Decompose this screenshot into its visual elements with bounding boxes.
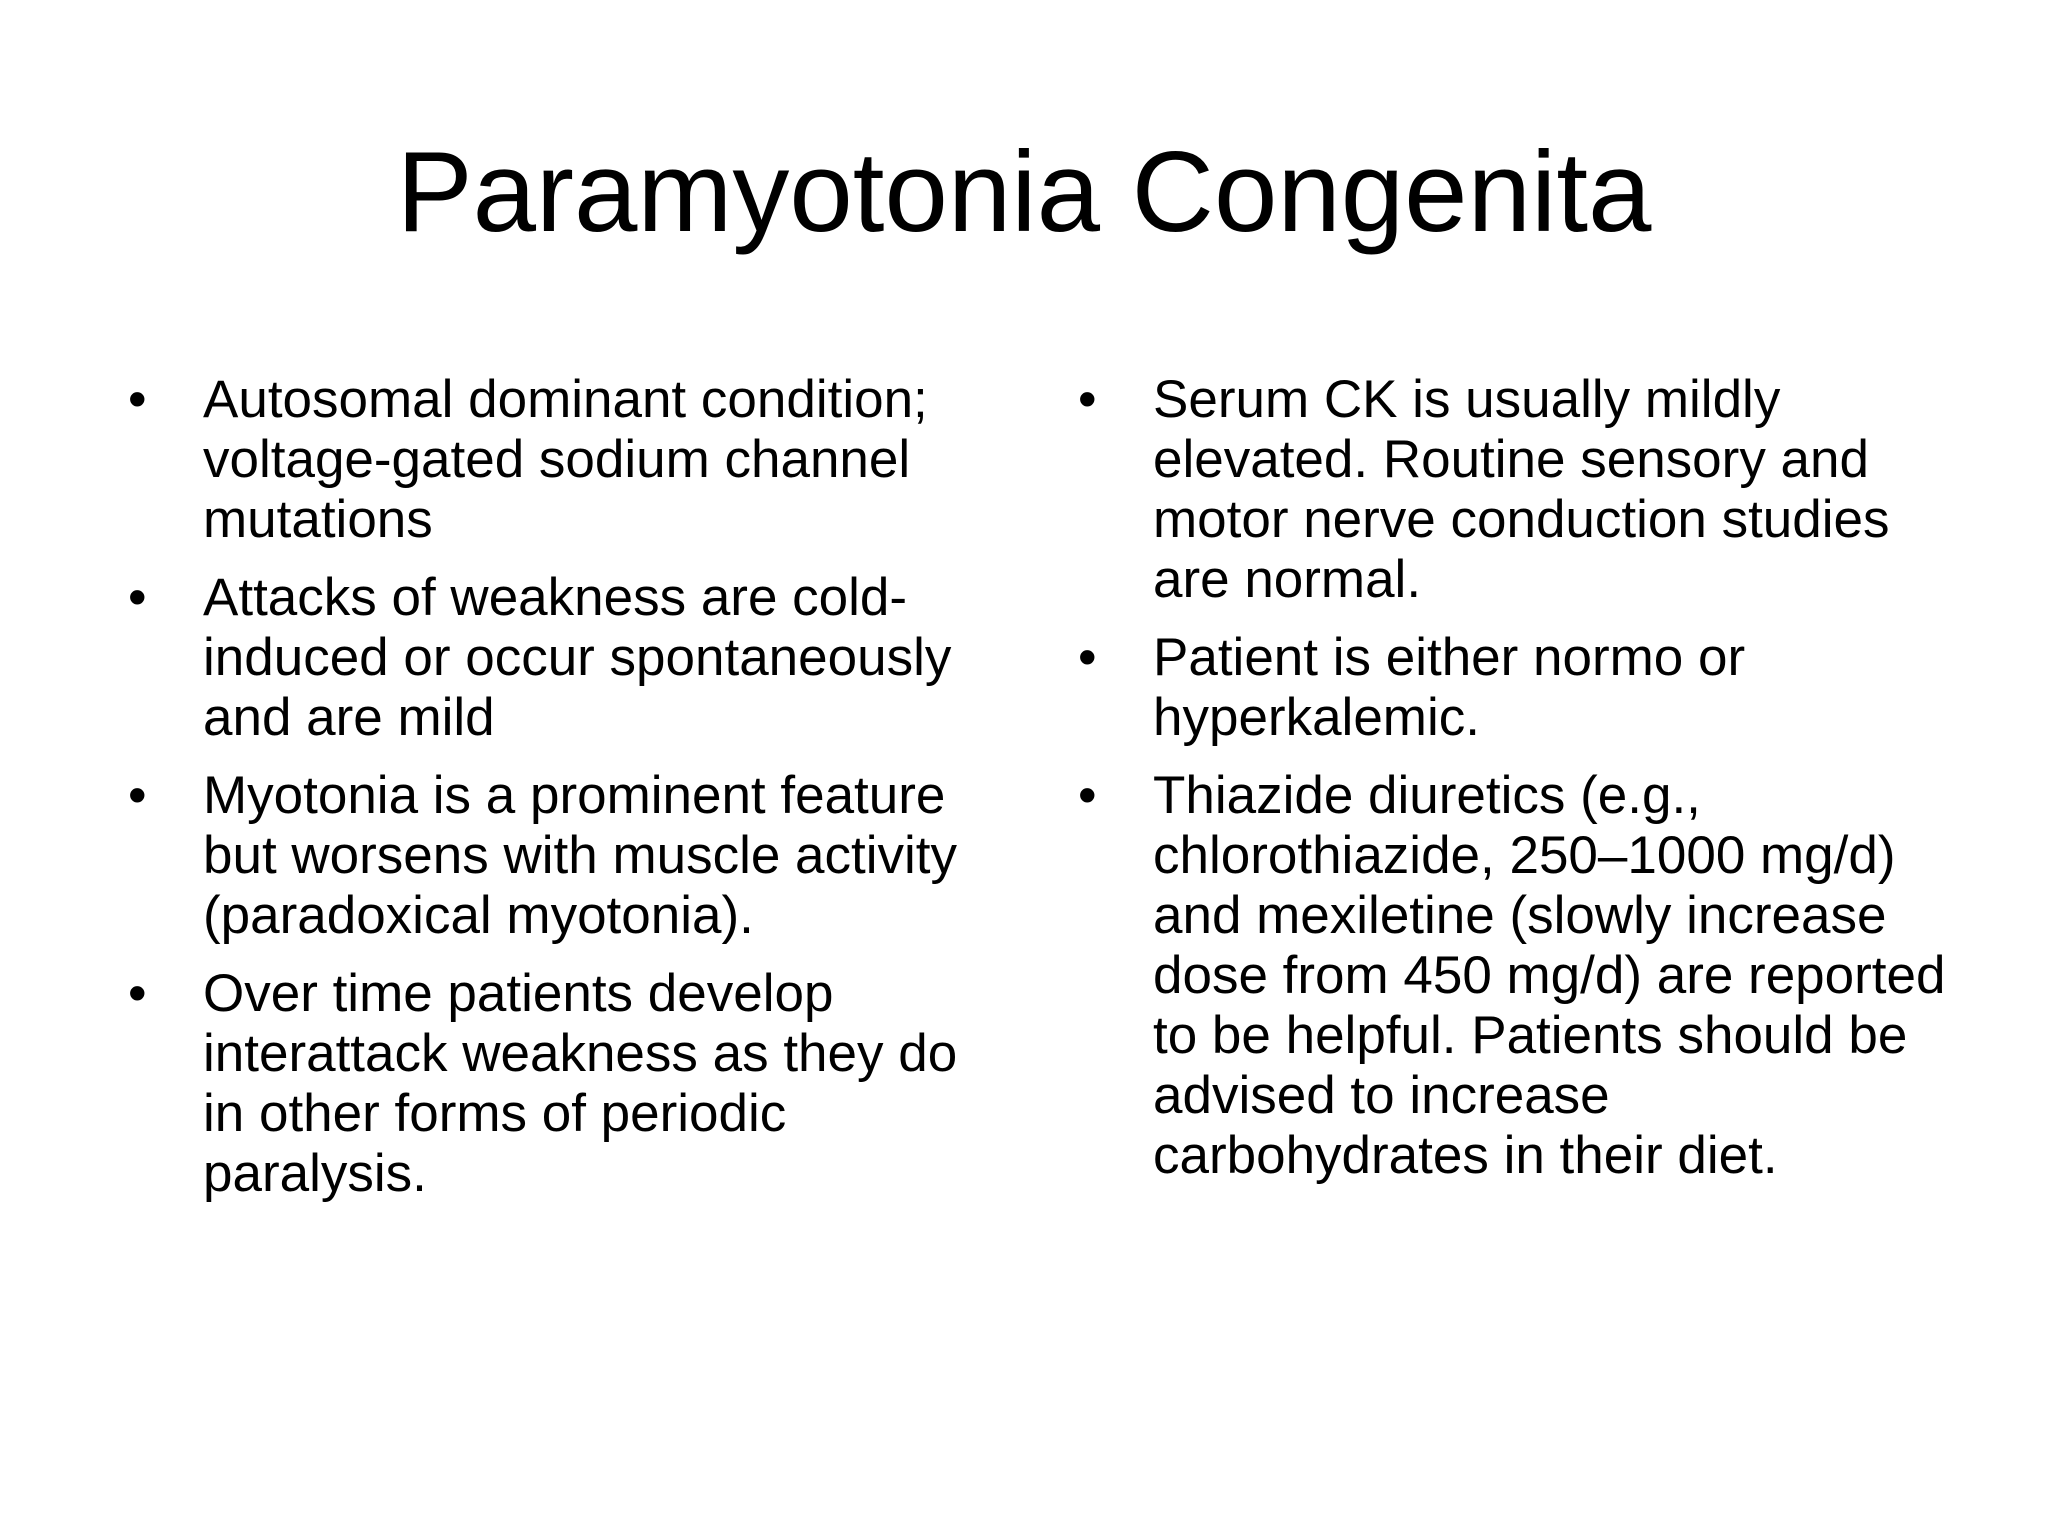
bullet-text: Over time patients develop interattack weakness as they do in other forms of periodic paralysis. xyxy=(203,964,958,1203)
bullet-text: Patient is either normo or hyperkalemic. xyxy=(1153,628,1746,747)
bullet-text: Autosomal dominant condition; voltage-gated sodium channel mutations xyxy=(203,370,928,549)
bullet-icon: • xyxy=(128,766,147,825)
bullet-icon: • xyxy=(1078,766,1097,825)
list-item xyxy=(120,568,970,748)
bullet-icon: • xyxy=(1078,370,1097,429)
bullet-text: Attacks of weakness are cold-induced or occur spontaneously and are mild xyxy=(203,568,952,747)
list-item xyxy=(1070,766,1950,1186)
bullet-text: Myotonia is a prominent feature but worsens with muscle activity (paradoxical myotonia). xyxy=(203,766,958,945)
list-item xyxy=(1070,628,1950,748)
bullet-icon: • xyxy=(1078,628,1097,687)
list-item xyxy=(120,766,970,946)
bullet-text: Serum CK is usually mildly elevated. Routine sensory and motor nerve conduction studies are normal. xyxy=(1153,370,1890,609)
list-item xyxy=(120,964,970,1204)
slide-title: Paramyotonia Congenita xyxy=(396,129,1652,256)
right-bullet-list xyxy=(1070,370,1950,1204)
list-item xyxy=(120,370,970,550)
left-bullet-list xyxy=(120,370,970,1222)
bullet-icon: • xyxy=(128,568,147,627)
list-item xyxy=(1070,370,1950,610)
bullet-icon: • xyxy=(128,370,147,429)
bullet-icon: • xyxy=(128,964,147,1023)
bullet-text: Thiazide diuretics (e.g., chlorothiazide, 250–1000 mg/d) and mexiletine (slowly increase dose from 450 mg/d) are reported to be helpful. Patients should be advised to increase carbohydrates in their diet. xyxy=(1153,766,1946,1185)
